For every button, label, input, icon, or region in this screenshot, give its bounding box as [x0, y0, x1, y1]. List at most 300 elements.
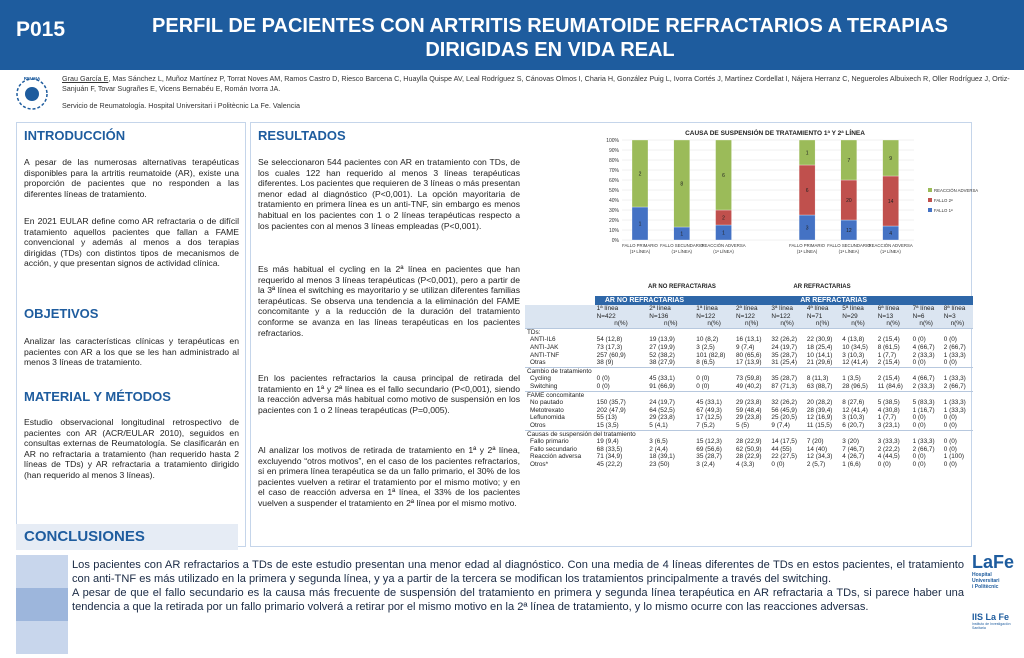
column-header: 1ª línea [595, 305, 648, 313]
column-unit: n(%) [876, 320, 911, 328]
table-cell: 2 (5,7) [806, 460, 826, 468]
table-cell: 21 (29,6) [806, 359, 833, 367]
x-group-label: AR NO REFRACTARIAS [648, 284, 716, 290]
table-row [525, 352, 973, 360]
table-cell: 10 (14,1) [806, 351, 833, 359]
legend-swatch [928, 188, 932, 192]
x-category-label: FALLO PRIMARIO [622, 243, 658, 248]
table-cell: 28 (39,4) [806, 406, 833, 414]
table-cell: 15 (3,5) [596, 421, 619, 429]
table-cell: 2 (15,4) [877, 336, 900, 344]
table-cell: 5 (5) [735, 421, 750, 429]
first-author: Grau García E [62, 74, 109, 83]
table-cell: 4 (30,8) [877, 406, 900, 414]
table-cell: 91 (66,9) [649, 382, 675, 390]
table-cell: 59 (48,4) [735, 406, 762, 414]
table-cell: 23 (50) [649, 460, 670, 468]
table-row [525, 383, 973, 391]
table-cell: 2 (66,7) [912, 445, 935, 453]
table-cell: 12 (41,4) [842, 406, 868, 414]
table-cell: 0 (0) [912, 414, 926, 422]
table-cell: 8 (27,6) [842, 399, 865, 407]
table-cell: 3 (2,5) [696, 343, 715, 351]
table-cell: 0 (0) [596, 382, 610, 390]
y-tick-label: 60% [608, 178, 619, 184]
row-label: Reacción adversa [530, 453, 582, 461]
table-cell: 45 (22,2) [596, 460, 623, 468]
table-cell: 0 (0) [696, 375, 710, 383]
table-cell: 150 (35,7) [596, 399, 626, 407]
bar-data-label: 20 [846, 198, 852, 204]
bar-data-label: 1 [638, 221, 642, 228]
table-cell: 32 (26,2) [771, 399, 797, 407]
table-cell: 11 (15,5) [806, 421, 832, 429]
conclusions-text [72, 559, 964, 615]
table-cell: 29 (23,8) [649, 414, 675, 422]
table-cell: 63 (88,7) [806, 382, 833, 390]
table-cell: 1 (33,3) [912, 438, 935, 446]
table-cell: 3 (20) [842, 438, 859, 446]
table-cell: 1 (33,3) [943, 375, 966, 383]
table-cell: 5 (83,3) [912, 399, 935, 407]
bar-data-label: 3 [805, 225, 809, 232]
x-category-label: REACCIÓN ADVERSA [701, 243, 746, 248]
legend-swatch [928, 208, 932, 212]
table-cell: 45 (33,1) [696, 399, 722, 407]
table-row [525, 399, 973, 407]
table-cell: 101 (82,8) [696, 351, 726, 359]
table-cell: 28 (96,5) [842, 382, 868, 390]
table-cell: 31 (25,4) [771, 359, 797, 367]
institution: Servicio de Reumatología. Hospital Universitari i Politècnic La Fe. Valencia [62, 101, 300, 110]
y-tick-label: 30% [608, 208, 619, 214]
table-cell: 44 (55) [771, 445, 792, 453]
bar-data-label: 2 [722, 215, 725, 222]
table-cell: 1 (33,3) [943, 399, 966, 407]
group-header: AR NO REFRACTARIAS [595, 296, 695, 305]
table-cell: 4 (66,7) [912, 343, 935, 351]
table-cell: 0 (0) [943, 421, 957, 429]
legend-label: FALLO 2ª [934, 198, 953, 203]
y-tick-label: 0% [611, 238, 619, 244]
table-cell: 0 (0) [877, 460, 891, 468]
column-unit: n(%) [942, 320, 973, 328]
table-cell: 45 (33,1) [649, 375, 675, 383]
table-cell: 0 (0) [943, 336, 957, 344]
table-cell: 73 (17,3) [596, 343, 623, 351]
row-label: Otros [530, 421, 546, 429]
table-row [525, 414, 973, 422]
x-category-label: (1ª LÍNEA) [838, 249, 860, 254]
table-cell: 3 (23,1) [877, 421, 900, 429]
x-category-label: (1ª LÍNEA) [629, 249, 651, 254]
row-label: Leflunomida [530, 414, 565, 422]
table-cell: 14 (17,5) [771, 438, 797, 446]
chart-title: CAUSA DE SUSPENSIÓN DE TRATAMIENTO 1ª Y 2ª LÍNEA [685, 130, 865, 137]
la-fe-logo [972, 552, 1020, 652]
table-row [525, 422, 973, 430]
results-heading: RESULTADOS [258, 128, 346, 143]
table-cell: 20 (28,2) [806, 399, 833, 407]
table-cell: 0 (0) [912, 336, 926, 344]
column-n: N=29 [840, 313, 875, 321]
table-cell: 55 (13) [596, 414, 617, 422]
bar-data-label: 6 [722, 173, 725, 179]
table-cell: 1 (7,7) [877, 351, 897, 359]
row-label: Fallo secundario [530, 445, 577, 453]
column-n: N=122 [734, 313, 769, 321]
table-cell: 24 (19,7) [771, 343, 797, 351]
x-category-label: (1ª LÍNEA) [671, 249, 693, 254]
table-cell: 19 (13,9) [649, 336, 675, 344]
table-cell: 12 (34,3) [806, 453, 833, 461]
x-group-label: AR REFRACTARIAS [793, 284, 851, 290]
table-cell: 3 (33,3) [877, 438, 900, 446]
table-row [525, 375, 973, 383]
table-cell: 5 (38,5) [877, 399, 900, 407]
table-cell: 3 (10,3) [842, 351, 865, 359]
x-category-label: FALLO SECUNDARIO [660, 243, 704, 248]
column-header: 7ª línea [911, 305, 942, 313]
iis-sub: Instituto de Investigación Sanitaria [972, 622, 1011, 630]
table-cell: 22 (30,9) [806, 336, 833, 344]
table-cell: 2 (4,4) [649, 445, 668, 453]
bar-data-label: 2 [638, 171, 642, 178]
bar-data-label: 8 [680, 181, 684, 188]
table-row [525, 367, 973, 375]
table-cell: 10 (8,2) [696, 336, 719, 344]
legend-label: FALLO 1ª [934, 208, 953, 213]
svg-text:REUMA: REUMA [23, 76, 41, 81]
table-cell: 18 (39,1) [649, 453, 675, 461]
y-tick-label: 70% [608, 168, 619, 174]
table-cell: 2 (22,2) [877, 445, 900, 453]
table-cell: 15 (12,3) [696, 438, 722, 446]
table-cell: 0 (0) [771, 460, 785, 468]
group-header: AR REFRACTARIAS [694, 296, 973, 305]
table-corner [525, 305, 595, 313]
conclusion-2: A pesar de que el fallo secundario es la causa más frecuente de suspensión del tratamiento en primera y segunda línea terapéutica en AR refractaria a TDs, si parece haber una tendencia a que la retirada por un fallo primario volverá a retirar por el mismo motivo en la 2ª línea de tratamiento, y lo mismo ocurre con las reacciones adversas. [72, 586, 964, 613]
table-cell: 4 (44,5) [877, 453, 900, 461]
table-cell: 1 (7,7) [877, 414, 897, 422]
section-label: Cambio de tratamiento [525, 367, 973, 375]
table-cell: 0 (0) [912, 460, 926, 468]
table-cell: 64 (52,5) [649, 406, 675, 414]
table-cell: 2 (15,4) [877, 359, 900, 367]
x-category-label: (1ª LÍNEA) [713, 249, 734, 254]
table-cell: 12 (41,4) [842, 359, 868, 367]
poster-code: P015 [16, 18, 66, 41]
table-cell: 4 (13,8) [842, 336, 865, 344]
table-cell: 0 (0) [912, 359, 926, 367]
column-header: 6ª línea [876, 305, 911, 313]
lafe-brand: LaFe [972, 552, 1015, 572]
table-cell: 35 (28,7) [771, 375, 797, 383]
table-cell: 1 (33,3) [943, 351, 966, 359]
y-tick-label: 80% [608, 158, 619, 164]
table-cell: 8 (6,5) [696, 359, 715, 367]
x-category-label: (1ª LÍNEA) [880, 249, 901, 254]
table-cell: 54 (12,8) [596, 336, 623, 344]
table-cell: 38 (9) [596, 359, 614, 367]
table-cell: 38 (27,9) [649, 359, 675, 367]
column-unit: n(%) [694, 320, 734, 328]
table-cell: 22 (27,5) [771, 453, 797, 461]
society-logo [12, 74, 52, 112]
table-corner [525, 296, 595, 305]
section-label: TDs: [525, 328, 973, 336]
table-cell: 9 (7,4) [735, 343, 755, 351]
table-row [525, 461, 973, 469]
table-cell: 28 (22,9) [735, 453, 762, 461]
poster-title: PERFIL DE PACIENTES CON ARTRITIS REUMATOIDE REFRACTARIOS A TERAPIAS DIRIGIDAS EN VIDA REAL [152, 15, 948, 61]
table-cell: 1 (3,5) [842, 375, 861, 383]
table-cell: 4 (66,7) [912, 375, 935, 383]
intro-text-1: A pesar de las numerosas alternativas terapéuticas disponibles para la artritis reumatoide (AR), existe una proporción de pacientes que no responden a las diferentes líneas de tratamiento. [24, 157, 239, 199]
y-tick-label: 10% [608, 228, 619, 234]
table-cell: 17 (13,9) [735, 359, 762, 367]
column-header: 3ª línea [769, 305, 804, 313]
bar-data-label: 4 [889, 231, 893, 237]
table-cell: 2 (15,4) [877, 375, 900, 383]
table-cell: 7 (46,7) [842, 445, 865, 453]
table-cell: 2 (33,3) [912, 351, 935, 359]
table-cell: 0 (0) [596, 375, 610, 383]
row-label: Metotrexato [530, 406, 564, 414]
header-banner [0, 0, 1024, 70]
table-cell: 202 (47,9) [596, 406, 626, 414]
x-category-label: FALLO SECUNDARIO [827, 243, 871, 248]
table-cell: 49 (40,2) [735, 382, 762, 390]
column-header: 8ª línea [942, 305, 973, 313]
iis-logo-text: IIS La Fe [972, 612, 1010, 622]
row-label: Switching [530, 382, 558, 390]
column-unit: n(%) [769, 320, 804, 328]
table-cell: 71 (34,9) [596, 453, 623, 461]
table-cell: 7 (20) [806, 438, 824, 446]
x-category-label: FALLO PRIMARIO [789, 243, 826, 248]
row-label: Cycling [530, 375, 551, 383]
conclusion-stripe-1 [16, 555, 68, 588]
x-category-label: (1ª LÍNEA) [796, 249, 818, 254]
table-cell: 29 (23,8) [735, 414, 762, 422]
column-n: N=122 [694, 313, 734, 321]
column-n: N=3 [942, 313, 973, 321]
table-cell: 56 (45,9) [771, 406, 797, 414]
bar-data-label: 1 [680, 231, 684, 238]
column-unit: n(%) [647, 320, 694, 328]
table-cell: 24 (19,7) [649, 399, 675, 407]
lafe-line-2: Universitari [972, 578, 1000, 584]
y-tick-label: 50% [608, 188, 619, 194]
table-cell: 10 (34,5) [842, 343, 868, 351]
table-row [525, 430, 973, 438]
column-n: N=136 [647, 313, 694, 321]
table-cell: 67 (49,3) [696, 406, 722, 414]
table-row [525, 359, 973, 367]
results-text-2: Es más habitual el cycling en la 2ª línea en pacientes que han requerido al menos 3 líneas terapéuticas (P<0,001), pero a partir de la 3ª línea el switching es mayoritario y se utilizan diferentes familias terapéuticas. Se observa una tendencia a la eliminación del FAME concomitante y a la reducción de la duración del tratamiento conforme se avanza en las líneas terapéuticas en los pacientes refractarios. [258, 264, 520, 338]
legend-label: REACCIÓN ADVERSA [934, 188, 979, 193]
table-cell: 16 (13,1) [735, 336, 762, 344]
table-cell: 2 (66,7) [943, 343, 966, 351]
column-n: N=71 [805, 313, 840, 321]
table-cell: 5 (4,1) [649, 421, 668, 429]
table-cell: 1 (100) [943, 453, 964, 461]
table-row [525, 453, 973, 461]
x-category-label: REACCIÓN ADVERSA [868, 243, 913, 248]
conclusion-1: Los pacientes con AR refractarios a TDs de este estudio presentan una menor edad al diagnóstico. Con una media de 4 líneas diferentes de TDs en estos pacientes, el tratamiento con anti-TNF es más utilizado en la primera y segunda línea, y ya a partir de la tercera se modifican los tratamientos principalmente a través del switching. [72, 559, 964, 585]
row-label: Otras [530, 359, 546, 367]
table-cell: 7 (5,2) [696, 421, 715, 429]
table-cell: 29 (23,8) [735, 399, 762, 407]
table-row [525, 336, 973, 344]
methods-heading: MATERIAL Y MÉTODOS [24, 389, 171, 404]
table-row [525, 446, 973, 454]
table-row [525, 391, 973, 399]
suspension-chart [590, 126, 979, 294]
table-cell: 18 (25,4) [806, 343, 833, 351]
column-n: N=422 [595, 313, 648, 321]
row-label: ANTI-TNF [530, 351, 560, 359]
table-cell: 69 (56,6) [696, 445, 722, 453]
table-cell: 3 (6,5) [649, 438, 668, 446]
bar-data-label: 14 [887, 199, 894, 205]
table-cell: 6 (20,7) [842, 421, 865, 429]
table-row [525, 344, 973, 352]
conclusion-stripe-3 [16, 621, 68, 654]
results-text-4: Al analizar los motivos de retirada de tratamiento en 1ª y 2ª línea, excluyendo “otros motivos”, en el caso de los pacientes refractarios, si en primera línea terapéutica se da un fallo primario, el 30% de los pacientes vuelven a retirar el tratamiento por el mismo motivo; y en el caso de reacción adversa en 1ª línea, el 33% de los pacientes vuelven a suspender el tratamiento en 2ª línea por el mismo motivo. [258, 445, 520, 508]
column-header: 2ª línea [734, 305, 769, 313]
table-cell: 17 (12,5) [696, 414, 722, 422]
table-row [525, 296, 973, 305]
table-cell: 3 (2,4) [696, 460, 715, 468]
conclusions-heading: CONCLUSIONES [16, 524, 238, 550]
table-cell: 0 (0) [943, 359, 957, 367]
column-unit: n(%) [595, 320, 648, 328]
bar-data-label: 1 [805, 150, 809, 157]
table-cell: 14 (40) [806, 445, 828, 453]
column-n: N=122 [769, 313, 804, 321]
section-label: FAME concomitante [525, 391, 973, 399]
table-cell: 68 (33,5) [596, 445, 623, 453]
column-header: 2ª línea [647, 305, 694, 313]
legend-swatch [928, 198, 932, 202]
table-cell: 0 (0) [696, 382, 710, 390]
column-unit: n(%) [805, 320, 840, 328]
table-cell: 25 (20,5) [771, 414, 797, 422]
row-label: Fallo primario [530, 438, 569, 446]
column-n: N=6 [911, 313, 942, 321]
table-cell: 1 (33,3) [943, 406, 966, 414]
intro-text-2: En 2021 EULAR define como AR refractaria o de difícil tratamiento aquellos pacientes que fallan a FAME convencional y además al menos a dos terapias dirigidas (TDs) con distintos tipos de mecanismos de acción, y que presentan signos de actividad clínica. [24, 216, 239, 269]
table-cell: 0 (0) [943, 445, 957, 453]
table-cell: 1 (16,7) [912, 406, 935, 414]
conclusion-stripe-2 [16, 588, 68, 621]
bar-data-label: 7 [847, 158, 851, 164]
table-cell: 4 (26,7) [842, 453, 865, 461]
results-text-1: Se seleccionaron 544 pacientes con AR en tratamiento con TDs, de los cuales 122 han requerido al menos 3 líneas terapéuticas diferentes. Los pacientes que requieren de 3 líneas o más presentan menor edad al diagnóstico (P<0,001). La opción mayoritaria de tratamiento en primera línea es un anti-TNF, sin embargo es menos habitual en los pacientes con 1 o 2 líneas terapéuticas respecto a los pacientes con al menos 3 líneas empleadas (P<0,001). [258, 157, 520, 231]
table-cell: 11 (84,6) [877, 382, 903, 390]
table-cell: 0 (0) [912, 453, 926, 461]
lafe-line-3: i Politècnic [972, 584, 999, 590]
column-unit: n(%) [734, 320, 769, 328]
bar-data-label: 9 [889, 156, 893, 162]
table-cell: 0 (0) [943, 460, 957, 468]
y-tick-label: 100% [606, 138, 619, 144]
table-row [525, 320, 973, 328]
methods-text: Estudio observacional longitudinal retrospectivo de pacientes con AR (ACR/EULAR 2010), seguidos en consultas externas de Reumatología. Se clasificarán en AR no refractaria a tratamiento (han requerido hasta 2 líneas de TDs) y AR refractaria a tratamiento dirigido (han requerido al menos 3 líneas). [24, 417, 239, 480]
table-cell: 19 (9,4) [596, 438, 619, 446]
objectives-heading: OBJETIVOS [24, 306, 99, 321]
table-cell: 35 (28,7) [771, 351, 797, 359]
objectives-text: Analizar las características clínicas y terapéuticas en pacientes con AR a los que se les han administrado al menos 3 líneas de tratamiento. [24, 336, 239, 368]
table-cell: 80 (65,6) [735, 351, 762, 359]
table-cell: 8 (11,3) [806, 375, 829, 383]
co-authors: , Mas Sánchez L, Muñoz Martínez P, Torrat Noves AM, Ramos Castro D, Riesco Barcena C, Huaylla Quispe AV, Leal Rodríguez S, Cánovas Olmos I, Charia H, González Puig L, Ivorra Cortés J, Martínez Cordellat I, Nájera Herranz C, Negueroles Albuixech R, Oller Rodríguez J, Ortiz-Sanjuán F, Tovar Sugrañes E, Vicens Bernabéu E, Román Ivorra JA. [62, 74, 1010, 93]
intro-heading: INTRODUCCIÓN [24, 128, 126, 143]
table-cell: 2 (33,3) [912, 382, 935, 390]
table-cell: 4 (3,3) [735, 460, 755, 468]
bar-data-label: 12 [846, 228, 852, 234]
bar-data-label: 1 [722, 230, 725, 237]
column-header: 5ª línea [840, 305, 875, 313]
results-table [525, 296, 973, 468]
table-corner [525, 320, 595, 328]
y-tick-label: 20% [608, 218, 619, 224]
table-cell: 8 (61,5) [877, 343, 900, 351]
y-tick-label: 90% [608, 148, 619, 154]
table-cell: 0 (0) [943, 438, 957, 446]
lafe-line-1: Hospital [972, 572, 992, 578]
row-label: No pautado [530, 399, 564, 407]
table-cell: 73 (59,8) [735, 375, 762, 383]
table-cell: 27 (19,9) [649, 343, 675, 351]
table-cell: 52 (38,2) [649, 351, 675, 359]
column-unit: n(%) [840, 320, 875, 328]
table-cell: 28 (22,9) [735, 438, 762, 446]
table-row [525, 438, 973, 446]
table-cell: 12 (16,9) [806, 414, 833, 422]
table-cell: 32 (26,2) [771, 336, 797, 344]
table-row [525, 313, 973, 321]
column-header: 1ª línea [694, 305, 734, 313]
results-text-3: En los pacientes refractarios la causa principal de retirada del tratamiento en 1ª y 2ª línea es el fallo secundario (P<0,001), siendo la reacción adversa más habitual como motivo de suspensión en los pacientes con 1 o 2 líneas terapéuticas (P=0,005). [258, 373, 520, 415]
table-cell: 35 (28,7) [696, 453, 722, 461]
column-n: N=13 [876, 313, 911, 321]
bar-data-label: 6 [805, 188, 809, 194]
row-label: ANTI-IL6 [530, 336, 556, 344]
table-row [525, 305, 973, 313]
column-header: 4ª línea [805, 305, 840, 313]
table-cell: 9 (7,4) [771, 421, 790, 429]
table-cell: 3 (10,3) [842, 414, 865, 422]
table-row [525, 328, 973, 336]
table-cell: 87 (71,3) [771, 382, 797, 390]
row-label: ANTI-JAK [530, 343, 559, 351]
table-cell: 0 (0) [912, 421, 926, 429]
row-label: Otros* [530, 460, 549, 468]
table-cell: 62 (50,9) [735, 445, 762, 453]
table-cell: 2 (66,7) [943, 382, 966, 390]
y-tick-label: 40% [608, 198, 619, 204]
column-unit: n(%) [911, 320, 942, 328]
table-cell: 257 (60,9) [596, 351, 626, 359]
table-cell: 0 (0) [943, 414, 957, 422]
table-corner [525, 313, 595, 321]
table-cell: 1 (6,6) [842, 460, 861, 468]
table-row [525, 407, 973, 415]
section-label: Causas de suspensión del tratamiento [525, 430, 973, 438]
